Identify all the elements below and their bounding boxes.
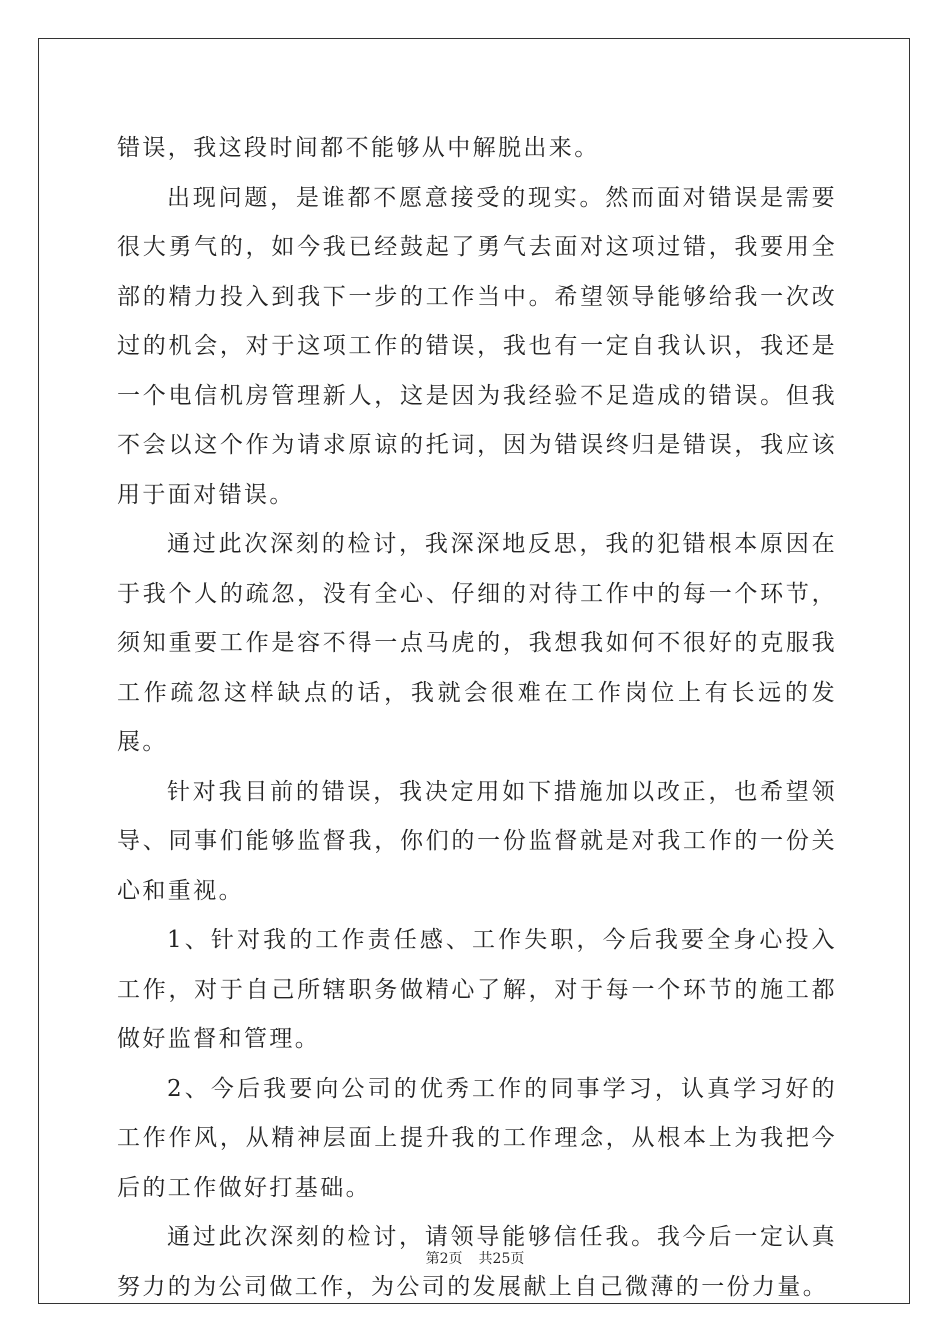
page-total: 共25页 <box>478 1251 525 1267</box>
paragraph-6: 2、今后我要向公司的优秀工作的同事学习，认真学习好的工作作风，从精神层面上提升我的工作理念，从根本上为我把今后的工作做好打基础。 <box>117 1075 837 1201</box>
paragraph-5: 1、针对我的工作责任感、工作失职，今后我要全身心投入工作，对于自己所辖职务做精心了解，对于每一个环节的施工都做好监督和管理。 <box>117 927 837 1052</box>
page-number: 第2页 <box>425 1251 463 1267</box>
paragraph-2: 出现问题，是谁都不愿意接受的现实。然而面对错误是需要很大勇气的，如今我已经鼓起了勇气去面对这项过错，我要用全部的精力投入到我下一步的工作当中。希望领导能够给我一次改过的机会，对于这项工作的错误，我也有一定自我认识，我还是一个电信机房管理新人，这是因为我经验不足造成的错误。但我不会以这个作为请求原谅的托词，因为错误终归是错误，我应该用于面对错误。 <box>117 184 837 508</box>
paragraph-4: 针对我目前的错误，我决定用如下措施加以改正，也希望领导、同事们能够监督我，你们的一份监督就是对我工作的一份关心和重视。 <box>117 778 837 904</box>
paragraph-7: 通过此次深刻的检讨，请领导能够信任我。我今后一定认真努力的为公司做工作，为公司的发展献上自己微薄的一份力量。 <box>117 1224 837 1300</box>
paragraph-3: 通过此次深刻的检讨，我深深地反思，我的犯错根本原因在于我个人的疏忽，没有全心、仔细的对待工作中的每一个环节，须知重要工作是容不得一点马虎的，我想我如何不很好的克服我工作疏忽这样缺点的话，我就会很难在工作岗位上有长远的发展。 <box>117 531 837 755</box>
paragraph-1: 错误，我这段时间都不能够从中解脱出来。 <box>117 135 600 161</box>
page-footer <box>0 1248 950 1268</box>
document-body <box>117 124 837 1312</box>
